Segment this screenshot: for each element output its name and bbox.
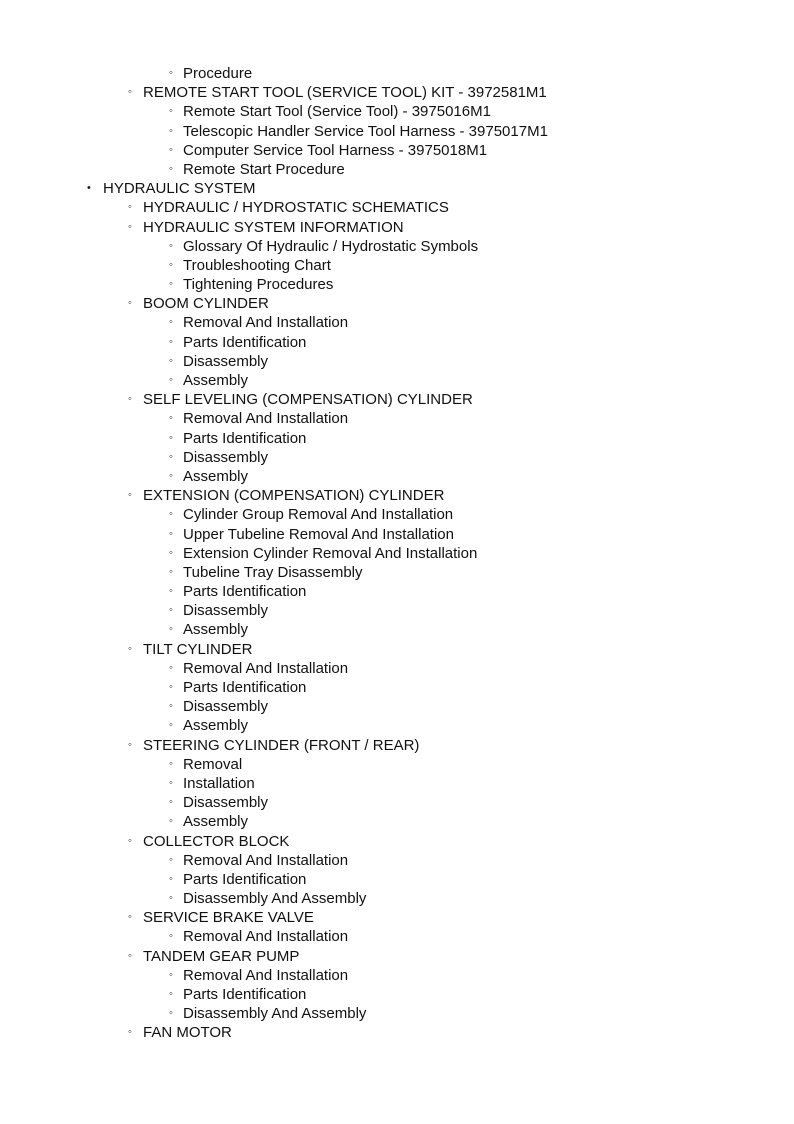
list-item-text: HYDRAULIC / HYDROSTATIC SCHEMATICS	[143, 199, 449, 217]
list-item	[0, 678, 794, 697]
list-item	[0, 64, 794, 83]
list-item	[0, 237, 794, 256]
list-item-text: SERVICE BRAKE VALVE	[143, 909, 314, 927]
list-item	[0, 793, 794, 812]
list-item	[0, 448, 794, 467]
list-item-text: Tightening Procedures	[183, 276, 334, 294]
list-item	[0, 966, 794, 985]
list-item-text: Procedure	[183, 65, 253, 82]
hollow-bullet-icon: ◦	[169, 450, 173, 463]
hollow-bullet-icon: ◦	[169, 968, 173, 981]
list-item-text: Troubleshooting Chart	[183, 256, 331, 274]
list-item	[0, 467, 794, 486]
hollow-bullet-icon: ◦	[169, 162, 173, 175]
hollow-bullet-icon: ◦	[128, 949, 132, 962]
hollow-bullet-icon: ◦	[169, 930, 173, 943]
list-item-text: HYDRAULIC SYSTEM INFORMATION	[143, 218, 404, 236]
list-item-text: Telescopic Handler Service Tool Harness - 3975017M1	[183, 122, 548, 140]
table-of-contents	[0, 64, 794, 1043]
hollow-bullet-icon: ◦	[169, 757, 173, 770]
list-item	[0, 908, 794, 927]
list-item-text: Disassembly And Assembly	[183, 1005, 367, 1023]
hollow-bullet-icon: ◦	[169, 1007, 173, 1020]
hollow-bullet-icon: ◦	[169, 796, 173, 809]
list-item-text: Removal And Installation	[183, 928, 349, 946]
hollow-bullet-icon: ◦	[128, 201, 132, 214]
hollow-bullet-icon: ◦	[128, 911, 132, 924]
hollow-bullet-icon: ◦	[169, 604, 173, 617]
hollow-bullet-icon: ◦	[169, 872, 173, 885]
list-item-text: Removal And Installation	[183, 851, 349, 869]
hollow-bullet-icon: ◦	[128, 738, 132, 751]
hollow-bullet-icon: ◦	[169, 316, 173, 329]
list-item	[0, 1023, 794, 1042]
hollow-bullet-icon: ◦	[169, 546, 173, 559]
list-item	[0, 851, 794, 870]
filled-bullet-icon: •	[87, 182, 91, 195]
list-item	[0, 544, 794, 563]
list-item	[0, 927, 794, 946]
hollow-bullet-icon: ◦	[169, 105, 173, 118]
list-item-text: Remote Start Tool (Service Tool) - 3975016M1	[183, 103, 491, 121]
list-item	[0, 390, 794, 409]
hollow-bullet-icon: ◦	[169, 661, 173, 674]
list-item-text: Removal And Installation	[183, 314, 349, 332]
list-item-text: Computer Service Tool Harness - 3975018M1	[183, 141, 488, 159]
list-item-text: Disassembly	[183, 448, 269, 466]
list-item	[0, 582, 794, 601]
list-item-text: Cylinder Group Removal And Installation	[183, 506, 454, 524]
list-item-text: Assembly	[183, 467, 249, 485]
list-item-text: Removal And Installation	[183, 659, 349, 677]
list-item	[0, 620, 794, 639]
hollow-bullet-icon: ◦	[169, 354, 173, 367]
hollow-bullet-icon: ◦	[169, 892, 173, 905]
list-item	[0, 333, 794, 352]
list-item-text: TILT CYLINDER	[143, 640, 253, 658]
list-item-text: Parts Identification	[183, 583, 307, 601]
list-item-text: Disassembly And Assembly	[183, 890, 367, 908]
list-item	[0, 275, 794, 294]
list-item-text: Disassembly	[183, 352, 269, 370]
list-item-text: BOOM CYLINDER	[143, 295, 269, 313]
list-item	[0, 659, 794, 678]
list-item-text: Removal	[183, 755, 243, 773]
hollow-bullet-icon: ◦	[169, 815, 173, 828]
list-item-text: Tubeline Tray Disassembly	[183, 563, 363, 581]
hollow-bullet-icon: ◦	[169, 258, 173, 271]
hollow-bullet-icon: ◦	[169, 278, 173, 291]
list-item-text: Assembly	[183, 372, 249, 389]
list-item-text: Parts Identification	[183, 870, 307, 888]
list-item-text: Disassembly	[183, 602, 269, 620]
hollow-bullet-icon: ◦	[169, 431, 173, 444]
list-item	[0, 870, 794, 889]
hollow-bullet-icon: ◦	[169, 623, 173, 636]
list-item	[0, 755, 794, 774]
hollow-bullet-icon: ◦	[128, 642, 132, 655]
list-item-text: Upper Tubeline Removal And Installation	[183, 525, 454, 543]
list-item	[0, 697, 794, 716]
list-item	[0, 889, 794, 908]
list-item-text: HYDRAULIC SYSTEM	[103, 180, 256, 198]
list-item-text: Remote Start Procedure	[183, 160, 345, 178]
list-item-text: FAN MOTOR	[143, 1024, 232, 1042]
list-item	[0, 409, 794, 428]
hollow-bullet-icon: ◦	[128, 834, 132, 847]
hollow-bullet-icon: ◦	[169, 719, 173, 732]
list-item-text: Glossary Of Hydraulic / Hydrostatic Symbols	[183, 237, 479, 255]
hollow-bullet-icon: ◦	[169, 585, 173, 598]
list-item	[0, 716, 794, 735]
list-item	[0, 160, 794, 179]
list-item	[0, 352, 794, 371]
hollow-bullet-icon: ◦	[169, 565, 173, 578]
hollow-bullet-icon: ◦	[169, 67, 173, 79]
list-item	[0, 371, 794, 390]
list-item	[0, 218, 794, 237]
hollow-bullet-icon: ◦	[169, 776, 173, 789]
list-item-text: Parts Identification	[183, 679, 307, 696]
list-item-text: Parts Identification	[183, 986, 307, 1003]
list-item	[0, 985, 794, 1004]
list-item-text: EXTENSION (COMPENSATION) CYLINDER	[143, 487, 445, 505]
list-item	[0, 601, 794, 620]
list-item-text: REMOTE START TOOL (SERVICE TOOL) KIT - 3972581M1	[143, 84, 547, 102]
list-item-text: Installation	[183, 774, 255, 792]
list-item	[0, 525, 794, 544]
list-item	[0, 179, 794, 198]
list-item	[0, 102, 794, 121]
list-item	[0, 640, 794, 659]
hollow-bullet-icon: ◦	[169, 124, 173, 137]
list-item	[0, 256, 794, 275]
hollow-bullet-icon: ◦	[169, 853, 173, 866]
hollow-bullet-icon: ◦	[169, 239, 173, 252]
list-item	[0, 1004, 794, 1023]
list-item-text: Extension Cylinder Removal And Installation	[183, 544, 478, 562]
hollow-bullet-icon: ◦	[169, 988, 173, 1000]
list-item-text: Removal And Installation	[183, 966, 349, 984]
list-item-text: Disassembly	[183, 698, 269, 716]
hollow-bullet-icon: ◦	[169, 412, 173, 425]
list-item-text: TANDEM GEAR PUMP	[143, 947, 300, 965]
hollow-bullet-icon: ◦	[169, 508, 173, 521]
list-item	[0, 198, 794, 217]
hollow-bullet-icon: ◦	[128, 220, 132, 233]
list-item	[0, 774, 794, 793]
list-item-text: STEERING CYLINDER (FRONT / REAR)	[143, 736, 420, 754]
list-item-text: Removal And Installation	[183, 410, 349, 428]
list-item-text: SELF LEVELING (COMPENSATION) CYLINDER	[143, 391, 473, 409]
hollow-bullet-icon: ◦	[169, 469, 173, 482]
hollow-bullet-icon: ◦	[169, 700, 173, 713]
list-item	[0, 294, 794, 313]
hollow-bullet-icon: ◦	[128, 297, 132, 310]
list-item	[0, 812, 794, 831]
list-item-text: Assembly	[183, 717, 249, 735]
list-item-text: Disassembly	[183, 794, 269, 812]
list-item	[0, 122, 794, 141]
list-item	[0, 947, 794, 966]
hollow-bullet-icon: ◦	[169, 335, 173, 348]
list-item	[0, 83, 794, 102]
list-item-text: Assembly	[183, 621, 249, 639]
list-item	[0, 141, 794, 160]
hollow-bullet-icon: ◦	[169, 143, 173, 156]
list-item	[0, 563, 794, 582]
list-item	[0, 429, 794, 448]
list-item-text: COLLECTOR BLOCK	[143, 832, 290, 850]
list-item-text: Parts Identification	[183, 333, 307, 351]
list-item-text: Parts Identification	[183, 429, 307, 447]
list-item	[0, 486, 794, 505]
hollow-bullet-icon: ◦	[169, 374, 173, 386]
hollow-bullet-icon: ◦	[128, 393, 132, 406]
list-item	[0, 313, 794, 332]
hollow-bullet-icon: ◦	[128, 1026, 132, 1039]
list-item	[0, 736, 794, 755]
list-item-text: Assembly	[183, 813, 249, 831]
list-item	[0, 832, 794, 851]
hollow-bullet-icon: ◦	[169, 681, 173, 693]
hollow-bullet-icon: ◦	[128, 86, 132, 99]
list-item	[0, 505, 794, 524]
hollow-bullet-icon: ◦	[169, 527, 173, 540]
hollow-bullet-icon: ◦	[128, 489, 132, 502]
